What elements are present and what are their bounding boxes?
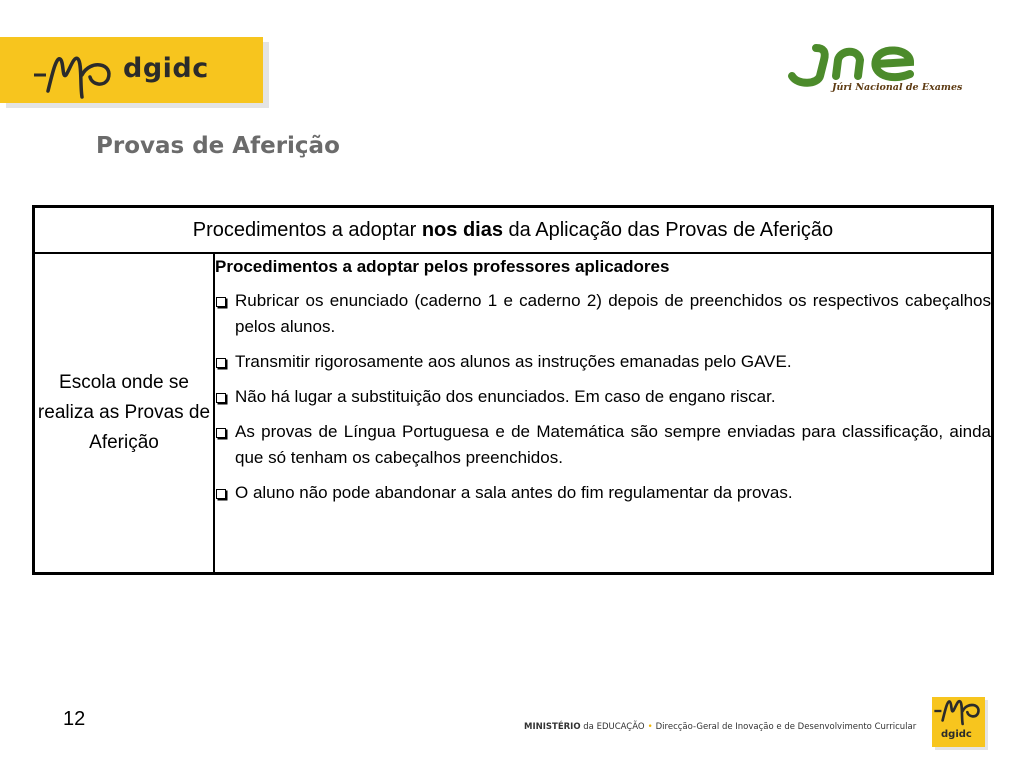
footer-logo-text: dgidc: [941, 729, 972, 740]
procedures-heading: Procedimentos a adoptar pelos professores aplicadores: [215, 257, 670, 276]
table-header-suffix: da Aplicação das Provas de Aferição: [502, 218, 834, 241]
table-header: [34, 207, 993, 254]
ministry-name: MINISTÉRIO: [524, 722, 581, 732]
checkbox-bullet-icon: [216, 358, 226, 368]
list-item: [215, 288, 991, 340]
checkbox-bullet-icon: [216, 428, 226, 438]
me-monogram-icon: [932, 693, 985, 729]
slide-title: Provas de Aferição: [96, 133, 340, 159]
checkbox-bullet-icon: [216, 489, 226, 499]
procedures-table: [32, 205, 994, 575]
footer-separator: •: [647, 722, 653, 732]
dgidc-logo: [0, 37, 263, 103]
ministry-name-rest: da EDUCAÇÃO: [580, 722, 645, 732]
list-item-text: Não há lugar a substituição dos enunciados. Em caso de engano riscar.: [235, 387, 776, 406]
list-item: [215, 480, 991, 506]
list-item: [215, 419, 991, 471]
page-number: 12: [63, 708, 86, 730]
list-item-text: Rubricar os enunciado (caderno 1 e caderno 2) depois de preenchidos os respectivos cabeçalhos pelos alunos.: [235, 291, 991, 336]
jne-wordmark-icon: [786, 42, 961, 87]
directorate-name: Direcção-Geral de Inovação e de Desenvolvimento Curricular: [655, 722, 917, 732]
school-label: Escola onde se realiza as Provas de Aferição: [37, 372, 211, 453]
list-item: [215, 384, 991, 410]
list-item-text: O aluno não pode abandonar a sala antes do fim regulamentar da provas.: [235, 483, 793, 502]
me-monogram-icon: [30, 45, 120, 105]
checkbox-bullet-icon: [216, 297, 226, 307]
jne-logo: [786, 42, 961, 102]
table-header-emphasis: nos dias: [421, 218, 503, 241]
procedures-list: [215, 288, 991, 506]
procedures-cell: [214, 253, 993, 574]
list-item: [215, 349, 991, 375]
checkbox-bullet-icon: [216, 393, 226, 403]
ministry-footer: [524, 722, 916, 732]
footer-dgidc-logo: [932, 697, 985, 747]
dgidc-logo-text: dgidc: [123, 53, 209, 84]
jne-logo-caption: Júri Nacional de Exames: [832, 82, 963, 93]
school-label-cell: [34, 253, 215, 574]
list-item-text: Transmitir rigorosamente aos alunos as instruções emanadas pelo GAVE.: [235, 352, 792, 371]
table-header-prefix: Procedimentos a adoptar: [192, 218, 422, 241]
list-item-text: As provas de Língua Portuguesa e de Matemática são sempre enviadas para classificação, ainda que só tenham os cabeçalhos preenchidos.: [235, 422, 991, 467]
